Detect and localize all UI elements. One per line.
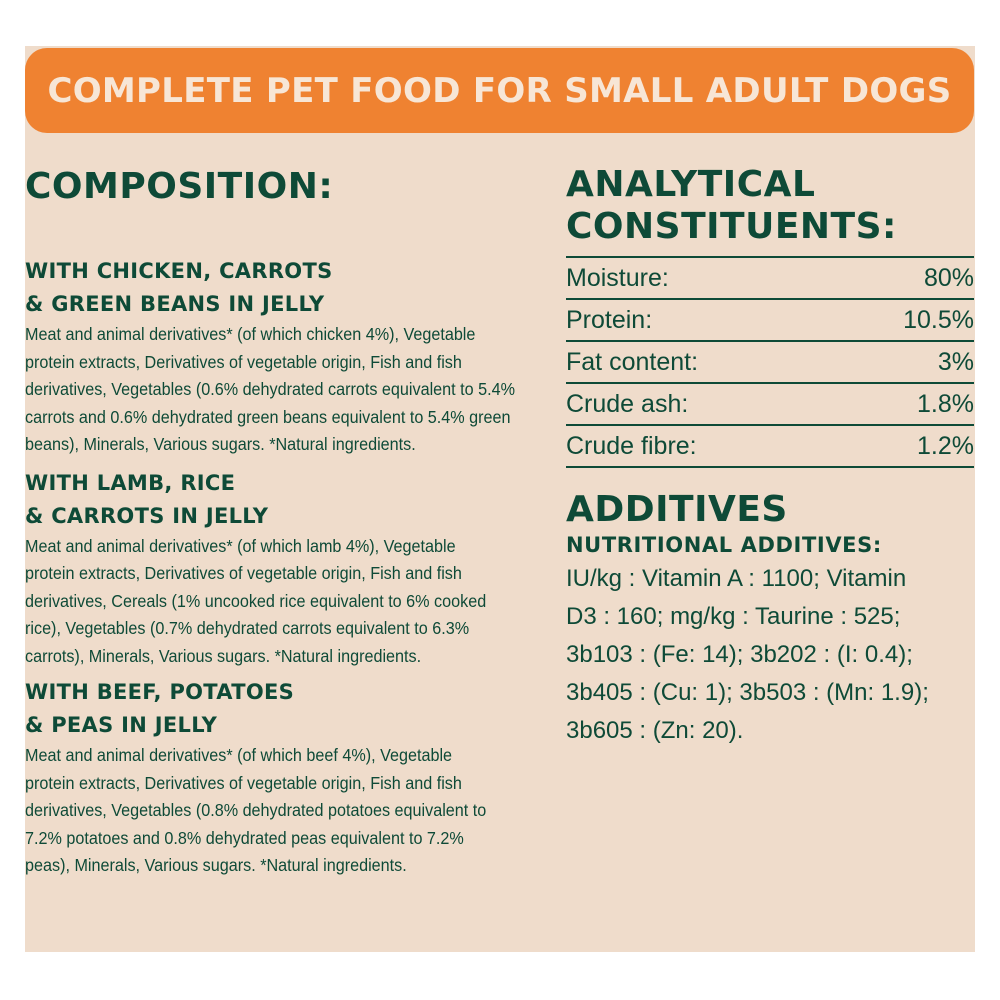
variant-ingredients (25, 742, 564, 880)
ingredient-line: protein extracts, Derivatives of vegetable origin, Fish and fish (25, 772, 462, 793)
composition-section (25, 166, 555, 880)
additive-line: 3b605 : (Zn: 20). (566, 717, 744, 744)
row-label: Crude fibre: (566, 431, 697, 460)
nutritional-additives-heading: NUTRITIONAL ADDITIVES: (566, 533, 882, 557)
table-row (566, 384, 974, 426)
composition-heading: COMPOSITION: (25, 166, 334, 207)
table-row (566, 426, 974, 468)
variant-ingredients (25, 321, 564, 459)
ingredient-line: Meat and animal derivatives* (of which lamb 4%), Vegetable (25, 535, 456, 556)
variant-title-line1: WITH LAMB, RICE (25, 470, 236, 495)
variant-title-line1: WITH CHICKEN, CARROTS (25, 259, 333, 283)
ingredient-line: protein extracts, Derivatives of vegetable origin, Fish and fish (25, 351, 462, 372)
row-label: Protein: (566, 305, 653, 334)
pet-food-label (25, 46, 975, 952)
ingredient-line: peas), Minerals, Various sugars. *Natural ingredients. (25, 855, 407, 875)
ingredient-line: derivatives, Vegetables (0.8% dehydrated potatoes equivalent to (25, 800, 487, 820)
table-row (566, 342, 974, 384)
ingredient-line: Meat and animal derivatives* (of which chicken 4%), Vegetable (25, 324, 476, 344)
variant-lamb (25, 467, 555, 671)
variant-title-line1: WITH BEEF, POTATOES (25, 680, 295, 704)
table-row (566, 300, 974, 342)
ingredient-line: derivatives, Cereals (1% uncooked rice equivalent to 6% cooked (25, 590, 487, 611)
analytical-section (566, 164, 974, 750)
row-label: Crude ash: (566, 389, 689, 418)
ingredient-line: protein extracts, Derivatives of vegetable origin, Fish and fish (25, 563, 462, 583)
row-value: 3% (937, 347, 974, 376)
additives-list (566, 560, 974, 750)
variant-title-line2: & CARROTS IN JELLY (25, 503, 269, 528)
row-value: 1.2% (917, 431, 974, 460)
title-banner (25, 48, 974, 133)
additive-line: D3 : 160; mg/kg : Taurine : 525; (566, 603, 901, 630)
row-label: Fat content: (566, 347, 699, 376)
additive-line: IU/kg : Vitamin A : 1100; Vitamin (566, 565, 907, 592)
variant-title-line2: & GREEN BEANS IN JELLY (25, 292, 325, 316)
ingredient-line: carrots), Minerals, Various sugars. *Natural ingredients. (25, 645, 422, 666)
ingredient-line: rice), Vegetables (0.7% dehydrated carrots equivalent to 6.3% (25, 618, 470, 638)
row-value: 10.5% (903, 305, 974, 334)
variant-ingredients (25, 533, 564, 671)
constituents-table (566, 256, 974, 468)
row-value: 80% (923, 263, 974, 292)
ingredient-line: 7.2% potatoes and 0.8% dehydrated peas equivalent to 7.2% (25, 827, 464, 848)
variant-title-line2: & PEAS IN JELLY (25, 713, 218, 737)
row-value: 1.8% (917, 389, 974, 418)
banner-title: COMPLETE PET FOOD FOR SMALL ADULT DOGS (47, 70, 952, 111)
ingredient-line: carrots and 0.6% dehydrated green beans equivalent to 5.4% green (25, 406, 511, 427)
analytical-heading-line2: CONSTITUENTS: (566, 206, 897, 247)
row-label: Moisture: (566, 263, 669, 292)
analytical-heading-line1: ANALYTICAL (566, 164, 816, 205)
variant-beef (25, 676, 555, 880)
additive-line: 3b405 : (Cu: 1); 3b503 : (Mn: 1.9); (566, 679, 929, 706)
variant-chicken (25, 255, 555, 459)
additive-line: 3b103 : (Fe: 14); 3b202 : (I: 0.4); (566, 641, 913, 668)
ingredient-line: beans), Minerals, Various sugars. *Natural ingredients. (25, 434, 416, 454)
ingredient-line: derivatives, Vegetables (0.6% dehydrated carrots equivalent to 5.4% (25, 379, 515, 399)
table-row (566, 258, 974, 300)
additives-heading: ADDITIVES (566, 489, 788, 530)
ingredient-line: Meat and animal derivatives* (of which beef 4%), Vegetable (25, 745, 453, 765)
